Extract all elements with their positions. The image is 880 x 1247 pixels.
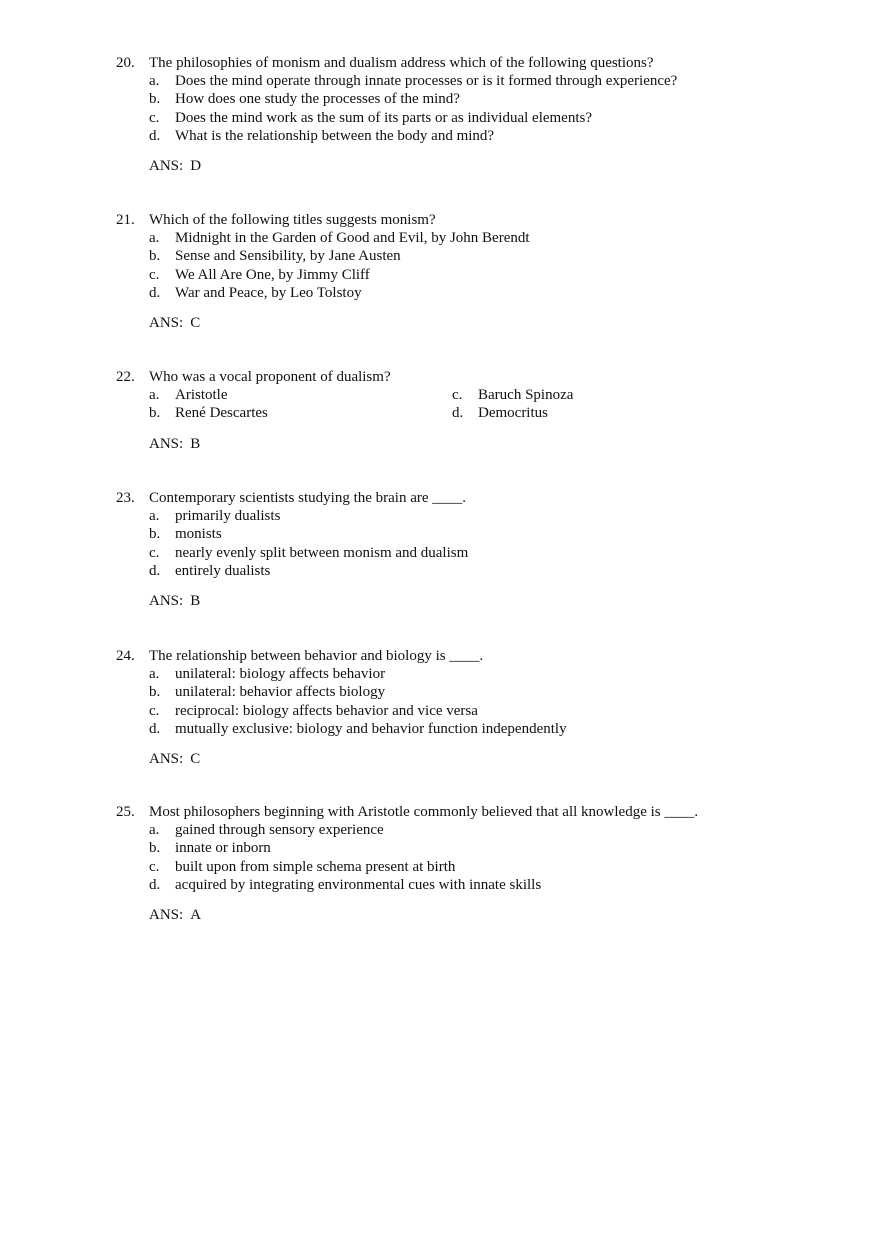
answer-label: ANS: xyxy=(149,435,184,452)
option-text: entirely dualists xyxy=(175,562,271,579)
option-b xyxy=(149,683,816,701)
question-text: The relationship between behavior and biology is ____. xyxy=(149,648,484,664)
question-number: 20. xyxy=(116,55,135,71)
option-c xyxy=(452,386,752,404)
answer-label: ANS: xyxy=(149,158,184,175)
option-letter: b. xyxy=(149,405,161,422)
answer-label: ANS: xyxy=(149,907,184,924)
option-d xyxy=(149,876,816,894)
option-b xyxy=(149,247,816,265)
option-letter: d. xyxy=(149,876,161,893)
answer-value: A xyxy=(190,907,202,924)
option-letter: d. xyxy=(452,405,464,422)
option-text: monists xyxy=(175,526,222,543)
option-text: acquired by integrating environmental cues with innate skills xyxy=(175,876,542,893)
option-a xyxy=(149,821,816,839)
question-text: Contemporary scientists studying the brain are ____. xyxy=(149,490,467,506)
question-number: 24. xyxy=(116,648,135,664)
option-text: What is the relationship between the body and mind? xyxy=(175,127,495,144)
option-b xyxy=(149,525,816,543)
option-c xyxy=(149,266,816,284)
question-stem xyxy=(116,803,816,821)
question-number: 23. xyxy=(116,490,135,506)
option-a xyxy=(149,229,816,247)
option-letter: b. xyxy=(149,526,161,543)
option-list xyxy=(149,665,816,738)
option-d xyxy=(149,720,816,738)
option-letter: a. xyxy=(149,387,160,404)
option-text: How does one study the processes of the mind? xyxy=(175,91,460,108)
answer-value: C xyxy=(190,751,201,768)
option-letter: c. xyxy=(149,544,160,561)
answer-line xyxy=(149,906,816,924)
option-letter: c. xyxy=(452,387,463,404)
question-stem xyxy=(116,211,816,229)
option-text: nearly evenly split between monism and dualism xyxy=(175,544,469,561)
answer-label: ANS: xyxy=(149,751,184,768)
option-text: Does the mind work as the sum of its parts or as individual elements? xyxy=(175,109,593,126)
option-text: Baruch Spinoza xyxy=(478,387,574,404)
option-a xyxy=(149,665,816,683)
option-text: We All Are One, by Jimmy Cliff xyxy=(175,266,370,283)
option-text: Aristotle xyxy=(175,387,228,404)
question-number: 25. xyxy=(116,804,135,820)
option-letter: c. xyxy=(149,858,160,875)
option-list xyxy=(149,507,816,580)
question-23 xyxy=(116,489,816,610)
answer-value: B xyxy=(190,593,201,610)
option-c xyxy=(149,858,816,876)
option-text: primarily dualists xyxy=(175,508,281,525)
option-letter: c. xyxy=(149,109,160,126)
option-text: gained through sensory experience xyxy=(175,822,384,839)
option-d xyxy=(452,404,752,422)
answer-line xyxy=(149,314,816,332)
option-b xyxy=(149,839,816,857)
option-b xyxy=(149,90,816,108)
option-letter: a. xyxy=(149,230,160,247)
answer-label: ANS: xyxy=(149,593,184,610)
option-letter: d. xyxy=(149,127,161,144)
option-c xyxy=(149,702,816,720)
option-letter: a. xyxy=(149,666,160,683)
option-letter: b. xyxy=(149,248,161,265)
option-letter: d. xyxy=(149,720,161,737)
option-letter: a. xyxy=(149,822,160,839)
option-text: Does the mind operate through innate processes or is it formed through experience? xyxy=(175,73,678,90)
question-24 xyxy=(116,647,816,768)
question-number: 22. xyxy=(116,369,135,385)
option-d xyxy=(149,284,816,302)
answer-line xyxy=(149,435,816,453)
option-letter: c. xyxy=(149,702,160,719)
question-text: Which of the following titles suggests monism? xyxy=(149,212,436,228)
option-b xyxy=(149,404,452,422)
question-number: 21. xyxy=(116,212,135,228)
option-list xyxy=(149,229,816,302)
question-text: The philosophies of monism and dualism address which of the following questions? xyxy=(149,55,654,71)
answer-value: B xyxy=(190,435,201,452)
question-22 xyxy=(116,368,816,453)
option-text: innate or inborn xyxy=(175,840,271,857)
option-c xyxy=(149,109,816,127)
option-list xyxy=(149,821,816,894)
question-25 xyxy=(116,803,816,924)
option-letter: b. xyxy=(149,91,161,108)
option-text: Sense and Sensibility, by Jane Austen xyxy=(175,248,401,265)
question-text: Most philosophers beginning with Aristotle commonly believed that all knowledge is ____. xyxy=(149,804,699,820)
question-20 xyxy=(116,54,816,175)
option-d xyxy=(149,127,816,145)
option-letter: c. xyxy=(149,266,160,283)
question-stem xyxy=(116,54,816,72)
answer-label: ANS: xyxy=(149,315,184,332)
option-text: unilateral: behavior affects biology xyxy=(175,684,386,701)
option-text: René Descartes xyxy=(175,405,268,422)
option-letter: a. xyxy=(149,508,160,525)
option-text: mutually exclusive: biology and behavior function independently xyxy=(175,720,567,737)
option-letter: a. xyxy=(149,73,160,90)
option-letter: d. xyxy=(149,562,161,579)
option-text: unilateral: biology affects behavior xyxy=(175,666,386,683)
option-d xyxy=(149,562,816,580)
question-stem xyxy=(116,489,816,507)
option-list xyxy=(149,72,816,145)
answer-value: D xyxy=(190,158,202,175)
option-grid xyxy=(149,386,816,422)
answer-line xyxy=(149,157,816,175)
option-letter: b. xyxy=(149,684,161,701)
answer-line xyxy=(149,592,816,610)
option-text: War and Peace, by Leo Tolstoy xyxy=(175,284,362,301)
option-letter: b. xyxy=(149,840,161,857)
option-text: built upon from simple schema present at birth xyxy=(175,858,456,875)
question-21 xyxy=(116,211,816,332)
option-text: Midnight in the Garden of Good and Evil, by John Berendt xyxy=(175,230,530,247)
option-a xyxy=(149,507,816,525)
question-stem xyxy=(116,647,816,665)
option-letter: d. xyxy=(149,284,161,301)
option-text: Democritus xyxy=(478,405,548,422)
option-a xyxy=(149,386,452,404)
answer-value: C xyxy=(190,315,201,332)
option-a xyxy=(149,72,816,90)
answer-line xyxy=(149,750,816,768)
question-stem xyxy=(116,368,816,386)
option-text: reciprocal: biology affects behavior and vice versa xyxy=(175,702,478,719)
option-c xyxy=(149,544,816,562)
question-text: Who was a vocal proponent of dualism? xyxy=(149,369,391,385)
